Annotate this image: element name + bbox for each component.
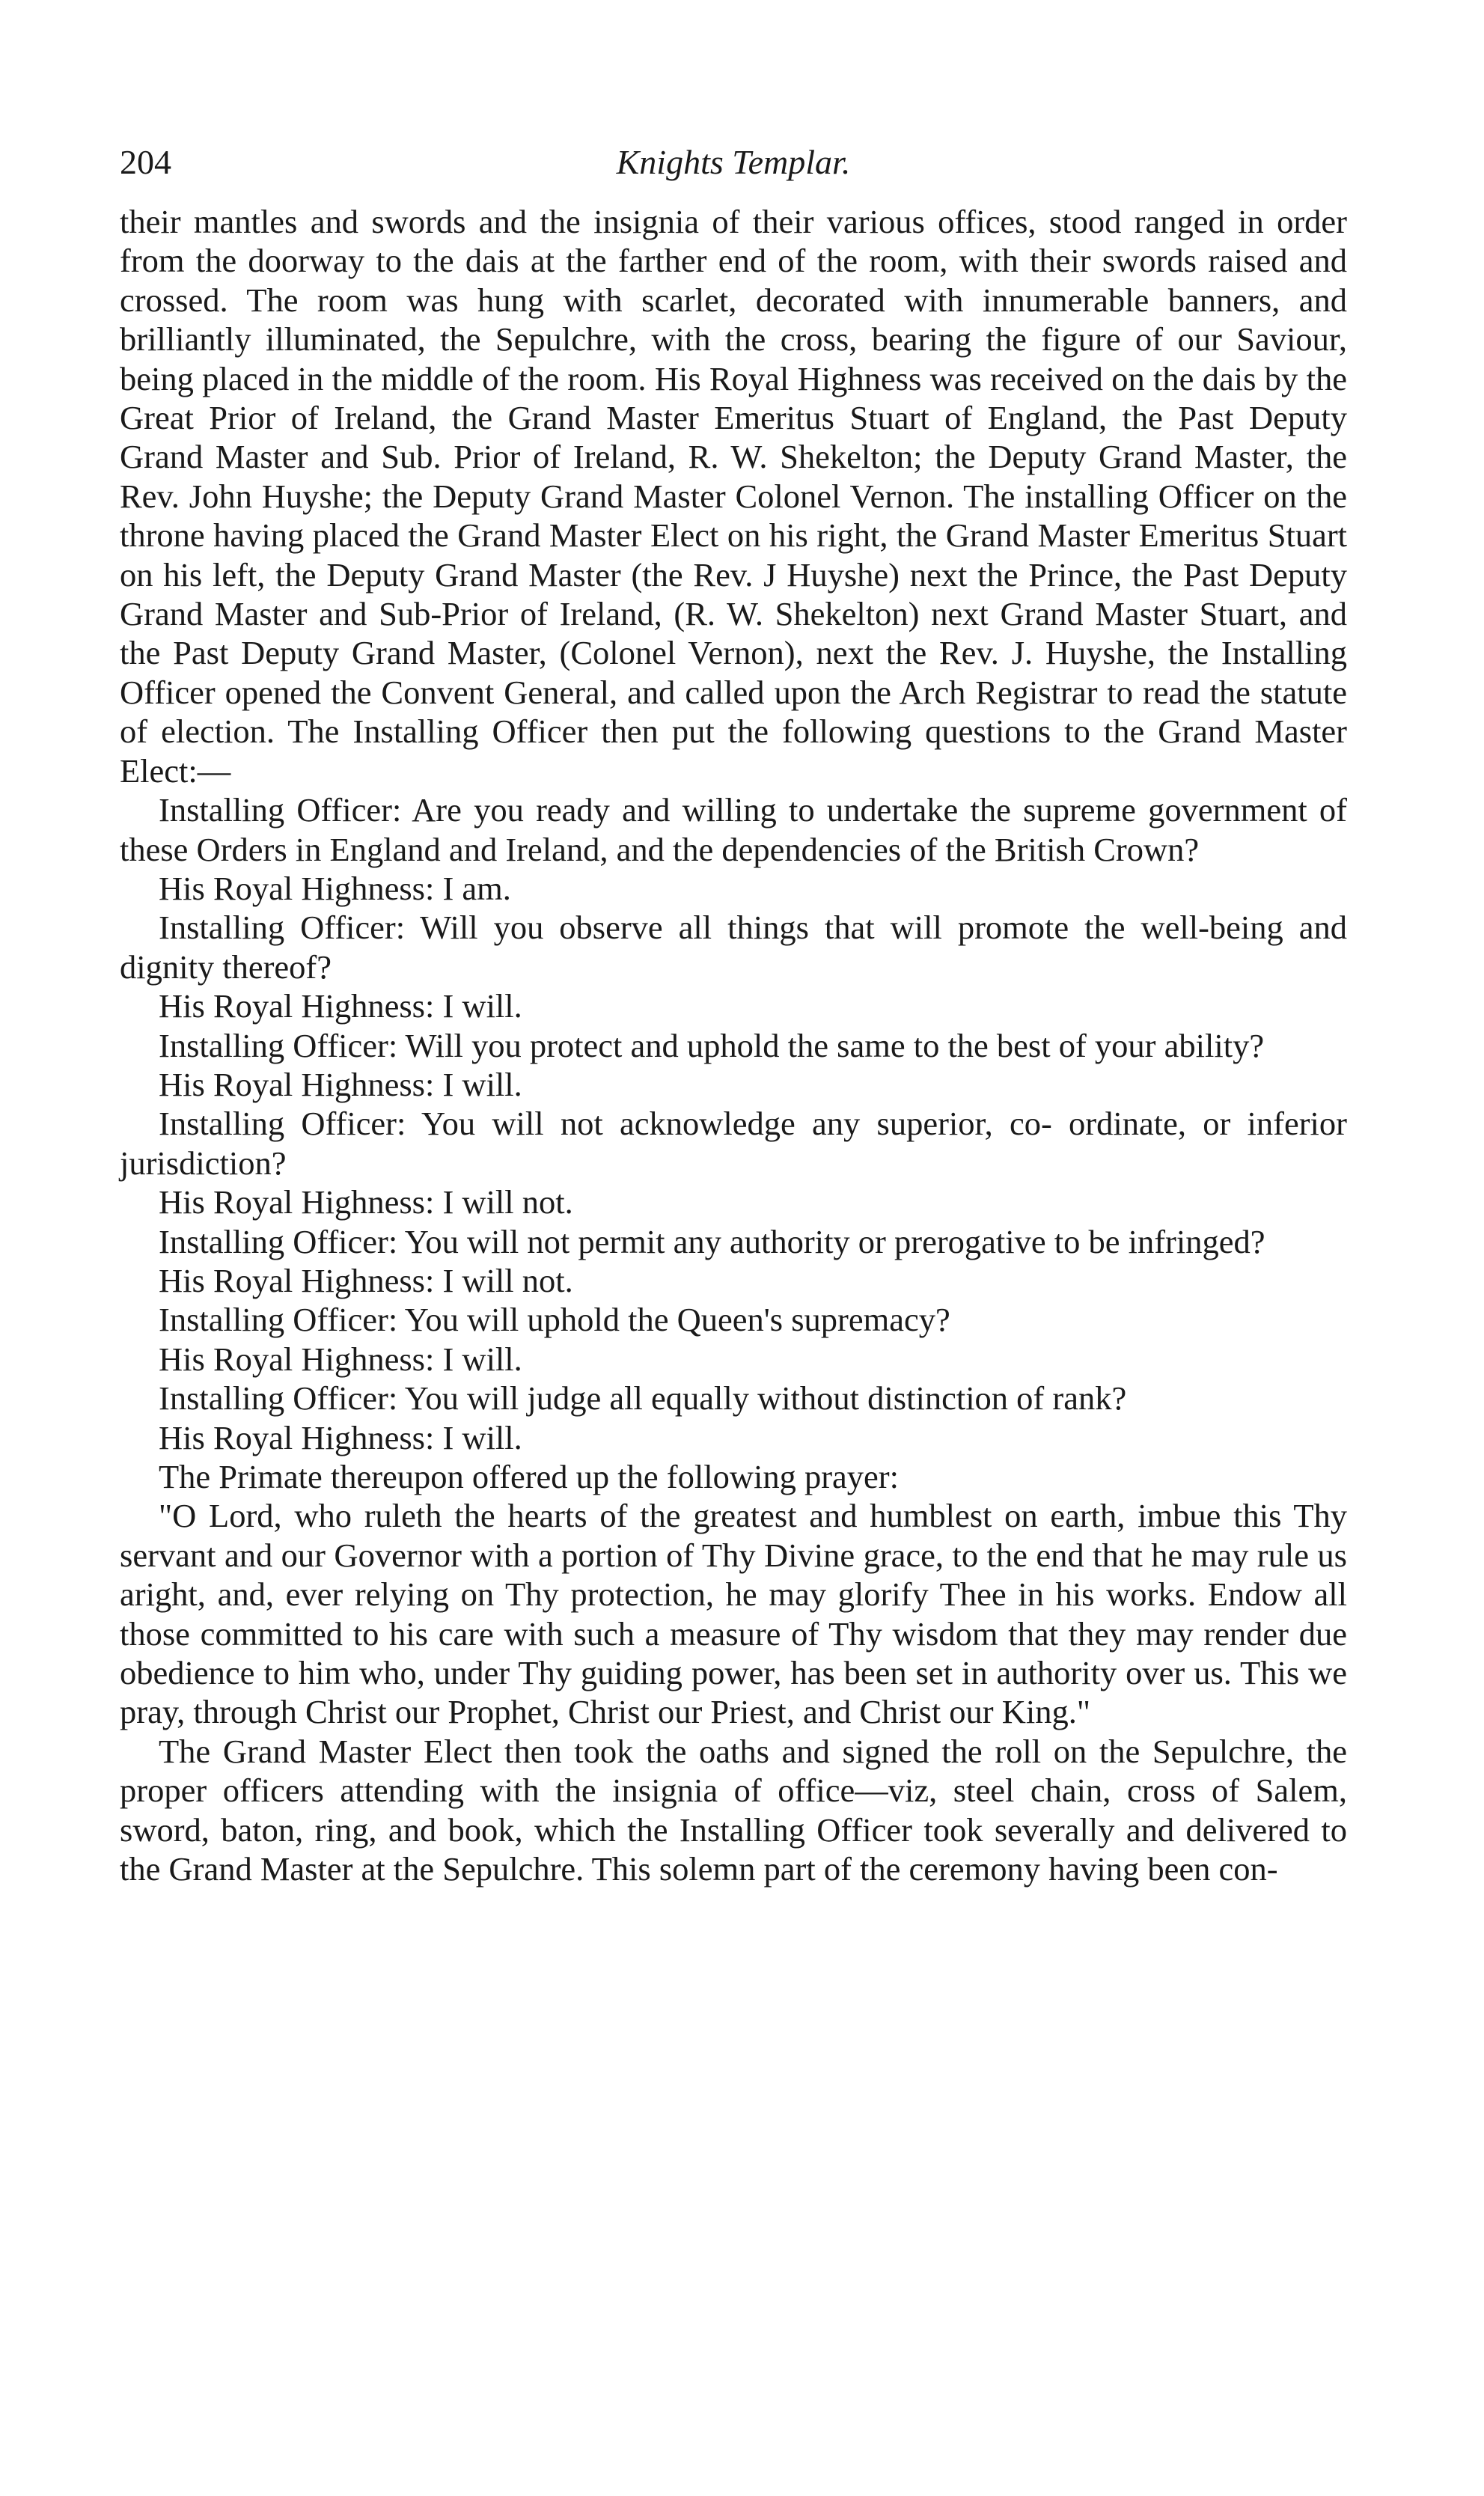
paragraph-dialogue: His Royal Highness: I will not. [159, 1183, 573, 1221]
paragraph-dialogue: Installing Officer: You will not permit any authority or prerogative to be infringed? [159, 1222, 1265, 1260]
body-text [120, 202, 1347, 1888]
paragraph-dialogue: Installing Officer: You will judge all equally without distinction of rank? [159, 1379, 1127, 1418]
page-number: 204 [120, 143, 171, 181]
paragraph-dialogue: Installing Officer: Will you observe all things that will promote the well-being and dignity thereof? [120, 909, 1347, 986]
paragraph-continuation: their mantles and swords and the insignia of their various offices, stood ranged in order from the doorway to the dais at the farther end of the room, with their swords raised and crossed. The room was hung with scarlet, decorated with innumerable banners, and brilliantly illuminated, the Sepulchre, with the cross, bearing the figure of our Saviour, being placed in the middle of the room. His Royal Highness was received on the dais by the Great Prior of Ireland, the Grand Master Emeritus Stuart of England, the Past Deputy Grand Master and Sub. Prior of Ireland, R. W. Shekelton; the Deputy Grand Master, the Rev. John Huyshe; the Deputy Grand Master Colonel Vernon. The installing Officer on the throne having placed the Grand Master Elect on his right, the Grand Master Emeritus Stuart on his left, the Deputy Grand Master (the Rev. J Huyshe) next the Prince, the Past Deputy Grand Master and Sub-Prior of Ireland, (R. W. Shekelton) next Grand Master Stuart, and the Past Deputy Grand Master, (Colonel Vernon), next the Rev. J. Huyshe, the Installing Officer opened the Convent General, and called upon the Arch Registrar to read the statute of election. The Installing Officer then put the following questions to the Grand Master Elect:— [120, 203, 1347, 790]
paragraph-dialogue: His Royal Highness: I will. [159, 1418, 522, 1456]
paragraph-dialogue: His Royal Highness: I will. [159, 1065, 522, 1103]
paragraph-dialogue: Installing Officer: You will uphold the Queen's supremacy? [159, 1301, 950, 1339]
paragraph-dialogue: Installing Officer: You will not acknowledge any superior, co- ordinate, or inferior jurisdiction? [120, 1105, 1347, 1182]
paragraph-dialogue: Installing Officer: Are you ready and willing to undertake the supreme government of these Orders in England and Ireland, and the dependencies of the British Crown? [120, 791, 1347, 868]
document-page [120, 142, 1347, 1888]
paragraph: The Grand Master Elect then took the oaths and signed the roll on the Sepulchre, the proper officers attending with the insignia of office—viz, steel chain, cross of Salem, sword, baton, ring, and book, which the Installing Officer took severally and delivered to the Grand Master at the Sepulchre. This solemn part of the ceremony having been con- [120, 1732, 1347, 1888]
paragraph-dialogue: Installing Officer: Will you protect and uphold the same to the best of your ability? [159, 1026, 1265, 1064]
paragraph-prayer: "O Lord, who ruleth the hearts of the greatest and humblest on earth, imbue this Thy servant and our Governor with a portion of Thy Divine grace, to the end that he may rule us aright, and, ever relying on Thy protection, he may glorify Thee in his works. Endow all those committed to his care with such a measure of Thy wisdom that they may render due obedience to him who, under Thy guiding power, has been set in authority over us. This we pray, through Christ our Prophet, Christ our Priest, and Christ our King." [120, 1497, 1347, 1731]
paragraph-dialogue: His Royal Highness: I will. [159, 1340, 522, 1378]
paragraph-dialogue: His Royal Highness: I will. [159, 987, 522, 1025]
page-header [120, 142, 1347, 202]
paragraph-dialogue: His Royal Highness: I am. [159, 869, 511, 907]
paragraph-dialogue: His Royal Highness: I will not. [159, 1261, 573, 1299]
paragraph: The Primate thereupon offered up the following prayer: [159, 1458, 899, 1495]
running-title: Knights Templar. [616, 143, 851, 181]
